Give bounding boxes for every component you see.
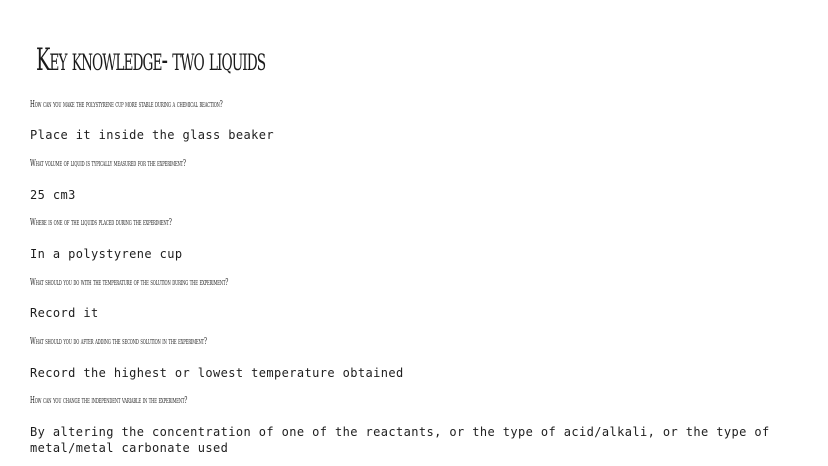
question-1: How can you make the polystyrene cup more stable during a chemical reaction? — [30, 100, 223, 110]
question-3: Where is one of the liquids placed during the experiment? — [30, 218, 172, 228]
question-2: What volume of liquid is typically measured for the experiment? — [30, 159, 186, 169]
question-4: What should you do with the temperature of the solution during the experiment? — [30, 278, 229, 288]
answer-3: In a polystyrene cup — [30, 247, 183, 261]
answer-6: By altering the concentration of one of the reactants, or the type of acid/alkali, or the type of metal/metal carbonate used — [30, 425, 778, 455]
question-5: What should you do after adding the second solution in the experiment? — [30, 337, 207, 347]
slide-title: Key knowledge- two liquids — [36, 42, 266, 78]
answer-4: Record it — [30, 306, 99, 320]
question-6: How can you change the independent variable in the experiment? — [30, 396, 188, 406]
answer-5: Record the highest or lowest temperature obtained — [30, 366, 404, 380]
answer-2: 25 cm3 — [30, 188, 76, 202]
answer-1: Place it inside the glass beaker — [30, 128, 274, 142]
